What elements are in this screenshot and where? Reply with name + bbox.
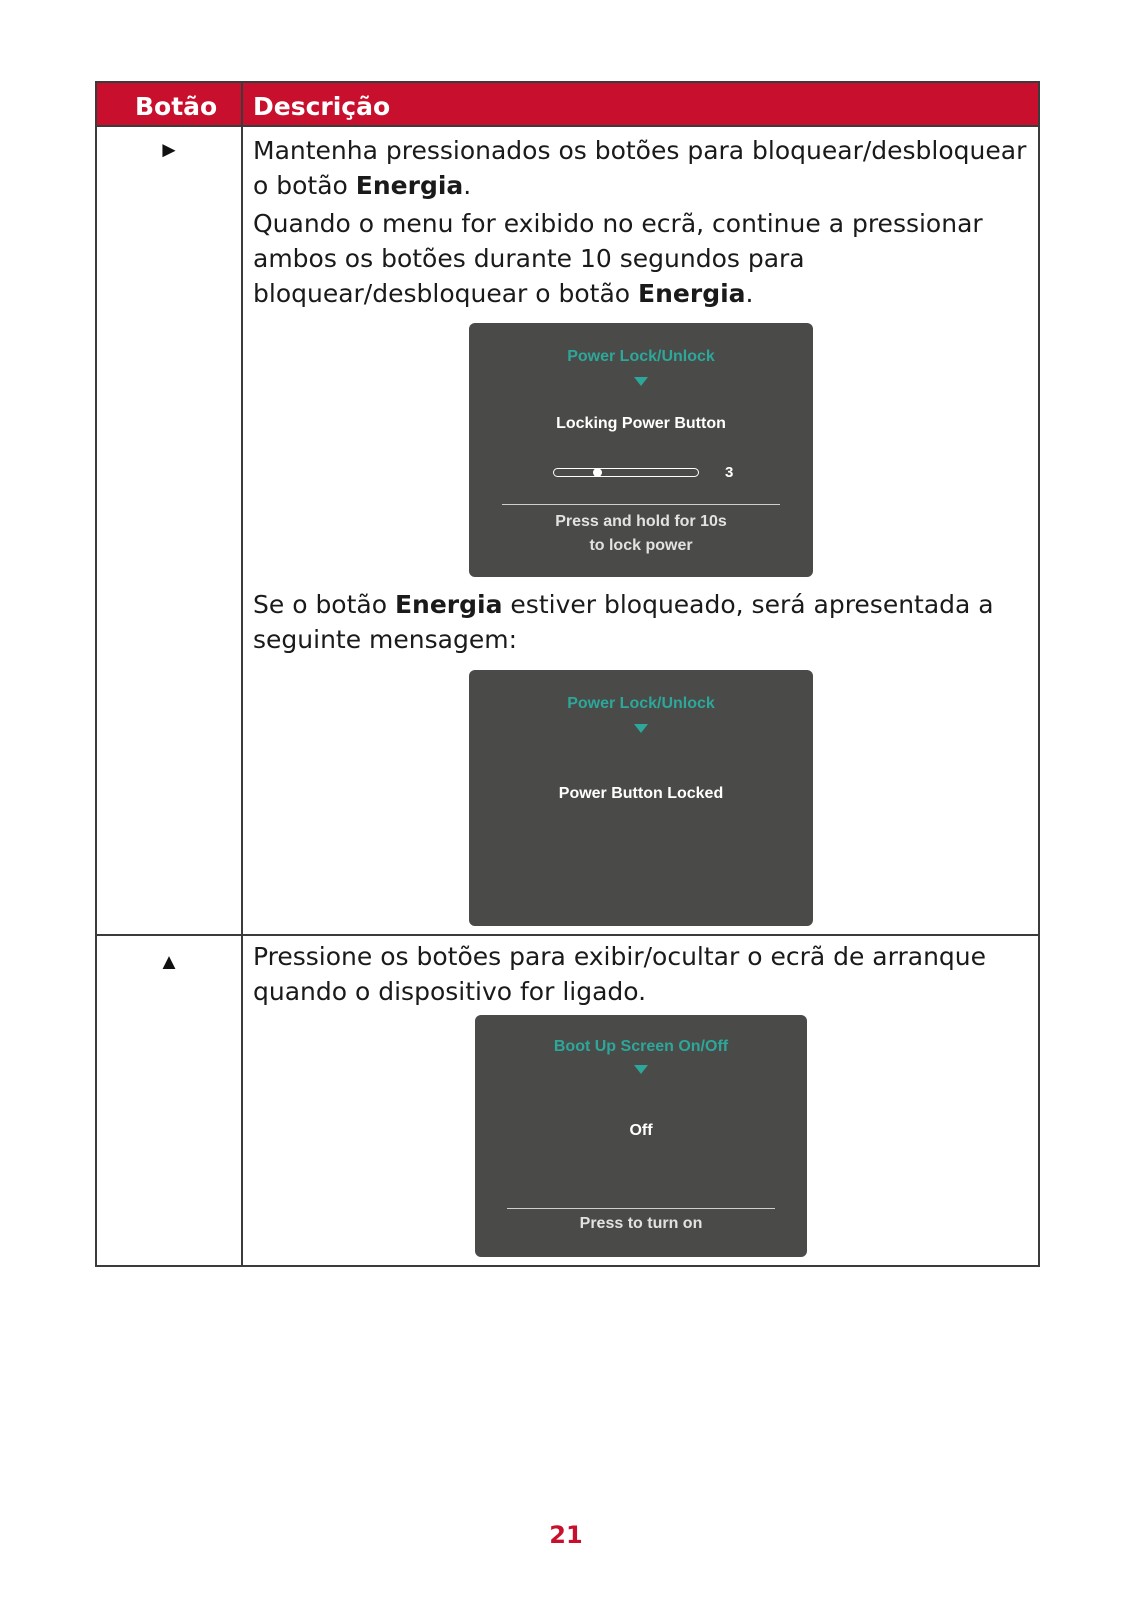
osd-divider [507, 1208, 775, 1209]
description-paragraph-3: Se o botão Energia estiver bloqueado, será apresentada a seguinte mensagem: [253, 590, 994, 654]
osd-status-text: Off [629, 1122, 653, 1139]
up-triangle-button-symbol: ▲ [158, 949, 180, 974]
description-paragraph-4: Pressione os botões para exibir/ocultar o ecrã de arranque quando o dispositivo for ligado. [253, 942, 987, 1006]
osd-divider [502, 504, 780, 505]
osd-title: Boot Up Screen On/Off [553, 1038, 729, 1055]
row-divider [97, 934, 1038, 936]
slider-knob [593, 468, 602, 477]
osd-status-text: Power Button Locked [558, 785, 724, 802]
header-description-column: Descrição [253, 92, 391, 121]
button-description-table [95, 81, 1040, 1267]
osd-instruction: Press to turn on [579, 1215, 703, 1232]
osd-title: Power Lock/Unlock [567, 695, 715, 712]
header-button-column: Botão [135, 92, 218, 121]
power-lock-osd-screen [469, 323, 813, 577]
description-paragraph-2: Quando o menu for exibido no ecrã, continue a pressionar ambos os botões durante 10 segundos para bloquear/desbloquear o botão Energia. [253, 209, 983, 308]
description-paragraph-1: Mantenha pressionados os botões para bloquear/desbloquear o botão Energia. [253, 136, 1027, 200]
down-triangle-icon [634, 377, 648, 386]
osd-status-text: Locking Power Button [556, 415, 726, 432]
down-triangle-icon [634, 1065, 648, 1074]
osd-instruction-line-2: to lock power [589, 537, 693, 554]
countdown-slider [553, 468, 699, 477]
slider-value: 3 [725, 464, 734, 481]
column-divider [241, 83, 243, 1265]
osd-instruction [469, 510, 813, 558]
down-triangle-icon [634, 724, 648, 733]
power-locked-osd-screen [469, 670, 813, 926]
osd-instruction-line-1: Press and hold for 10s [555, 513, 727, 530]
osd-title: Power Lock/Unlock [567, 348, 715, 365]
right-arrow-button-symbol: ► [158, 137, 180, 162]
boot-screen-osd-screen [475, 1015, 807, 1257]
table-header-row [97, 83, 1038, 127]
page-number: 21 [549, 1521, 583, 1549]
